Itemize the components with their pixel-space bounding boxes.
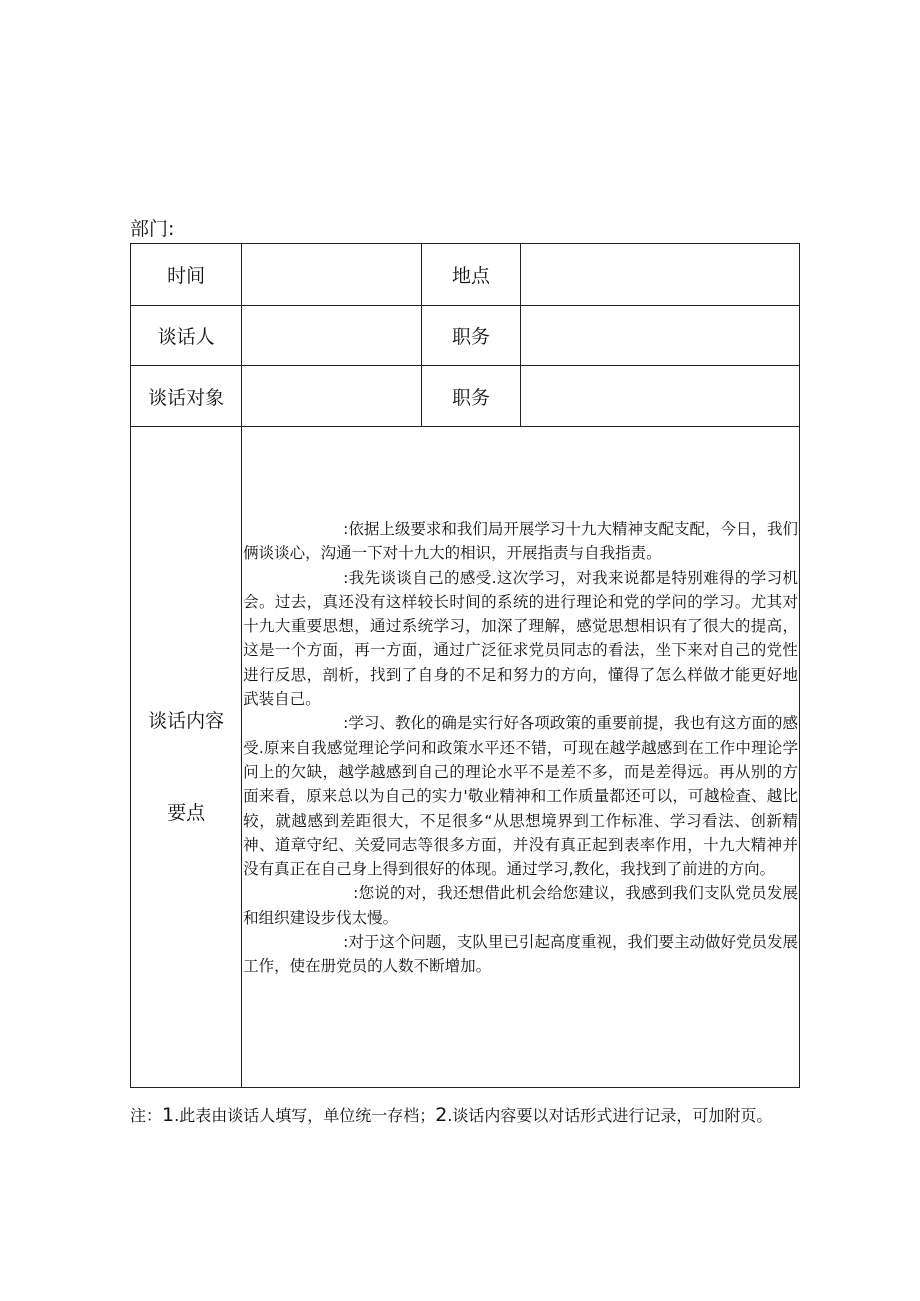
note-prefix: 注：: [130, 1106, 163, 1125]
note-number-1: 1: [162, 1104, 175, 1126]
target-position-label: 职务: [422, 366, 520, 427]
note-number-2: 2: [435, 1104, 448, 1126]
footnote: [130, 1099, 810, 1132]
content-label-line1: 谈话内容: [148, 710, 225, 732]
interview-record-form: [130, 243, 800, 1088]
time-label: 时间: [131, 244, 242, 306]
target-row: [131, 366, 800, 427]
content-row: [131, 427, 800, 1088]
target-position-field[interactable]: [520, 366, 799, 427]
speaker-position-field[interactable]: [520, 306, 799, 366]
content-field[interactable]: [242, 427, 800, 1088]
speaker-field[interactable]: [242, 306, 422, 366]
content-paragraph: :对于这个问题，支队里已引起高度重视，我们要主动做好党员发展工作，使在册党员的人数不断增加。: [243, 933, 798, 976]
note-text-2: .谈话内容要以对话形式进行记录，可加附页。: [447, 1106, 773, 1125]
content-label-line2: 要点: [167, 802, 206, 824]
place-label: 地点: [422, 244, 520, 306]
speaker-row: [131, 306, 800, 366]
speaker-position-label: 职务: [422, 306, 520, 366]
content-paragraph: :我先谈谈自己的感受.这次学习，对我来说都是特别难得的学习机会。过去，真还没有这样较长时间的系统的进行理论和党的学问的学习。尤其对十九大重要思想，通过系统学习，加深了理解，感觉思想相识有了很大的提高，这是一个方面，再一方面，通过广泛征求党员同志的看法，坐下来对自己的党性进行反思，剖析，找到了自身的不足和努力的方向，懂得了怎么样做才能更好地武装自己。: [243, 568, 798, 709]
content-paragraph: :学习、教化的确是实行好各项政策的重要前提，我也有这方面的感受.原来自我感觉理论学问和政策水平还不错，可现在越学越感到在工作中理论学问上的欠缺，越学越感到自己的理论水平不是差不多，而是差得远。再从别的方面来看，原来总以为自己的实力'敬业精神和工作质量都还可以，可越检查、越比较，就越感到差距很大，不足很多“从思想境界到工作标准、学习看法、创新精神、道章守纪、关爱同志等很多方面，并没有真正起到表率作用，十九大精神并没有真正在自己身上得到很好的体现。通过学习,教化，我找到了前进的方向。: [243, 714, 798, 879]
place-field[interactable]: [520, 244, 799, 306]
department-label: 部门:: [130, 218, 175, 240]
time-field[interactable]: [242, 244, 422, 306]
note-text-1: .此表由谈话人填写，单位统一存档；: [174, 1106, 436, 1125]
speaker-label: 谈话人: [131, 306, 242, 366]
content-paragraph: :您说的对，我还想借此机会给您建议，我感到我们支队党员发展和组织建设步伐太慢。: [243, 884, 798, 927]
time-place-row: [131, 244, 800, 306]
target-label: 谈话对象: [131, 366, 242, 427]
content-label-cell: [131, 427, 242, 1088]
target-field[interactable]: [242, 366, 422, 427]
content-text: [242, 427, 799, 979]
content-paragraph: :依据上级要求和我们局开展学习十九大精神支配支配，今日，我们俩谈谈心，沟通一下对十九大的相识，开展指责与自我指责。: [243, 520, 798, 563]
